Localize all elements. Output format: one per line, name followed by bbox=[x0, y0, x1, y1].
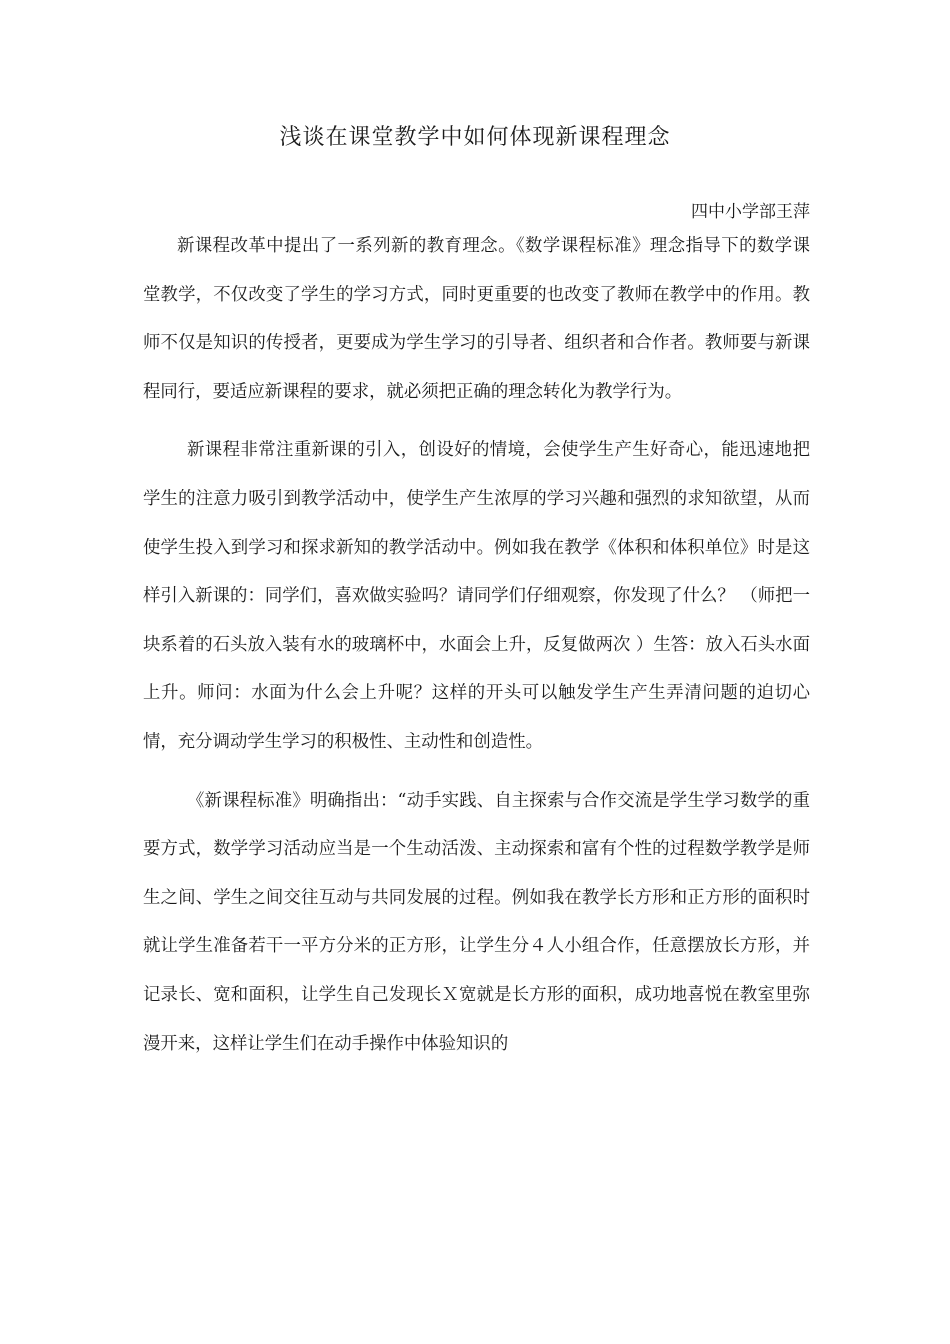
document-body bbox=[143, 222, 810, 1068]
paragraph-1: 新课程改革中提出了一系列新的教育理念。《数学课程标准》理念指导下的数学课堂教学，不仅改变了学生的学习方式，同时更重要的也改变了教师在教学中的作用。教师不仅是知识的传授者，更要成为学生学习的引导者、组织者和合作者。教师要与新课程同行，要适应新课程的要求，就必须把正确的理念转化为教学行为。 bbox=[143, 236, 810, 402]
author-line: 四中小学部王萍 bbox=[691, 202, 810, 222]
paragraph-2: 新课程非常注重新课的引入，创设好的情境，会使学生产生好奇心，能迅速地把学生的注意力吸引到教学活动中，使学生产生浓厚的学习兴趣和强烈的求知欲望，从而使学生投入到学习和探求新知的教学活动中。例如我在教学《体积和体积单位》时是这样引入新课的：同学们，喜欢做实验吗？请同学们仔细观察，你发现了什么？ （师把一块系着的石头放入装有水的玻璃杯中，水面会上升，反复做两次 ）生答：放入石头水面上升。师问：水面为什么会上升呢？这样的开头可以触发学生产生弄清问题的迫切心情，充分调动学生学习的积极性、主动性和创造性。 bbox=[143, 440, 810, 752]
document-title: 浅谈在课堂教学中如何体现新课程理念 bbox=[279, 125, 671, 150]
paragraph-3: 《新课程标准》明确指出：“动手实践、自主探索与合作交流是学生学习数学的重要方式，数学学习活动应当是一个生动活泼、主动探索和富有个性的过程数学教学是师生之间、学生之间交往互动与共同发展的过程。例如我在教学长方形和正方形的面积时就让学生准备若干一平方分米的正方形，让学生分４人小组合作，任意摆放长方形，并记录长、宽和面积，让学生自己发现长Ｘ宽就是长方形的面积，成功地喜悦在教室里弥漫开来，这样让学生们在动手操作中体验知识的 bbox=[143, 790, 810, 1054]
